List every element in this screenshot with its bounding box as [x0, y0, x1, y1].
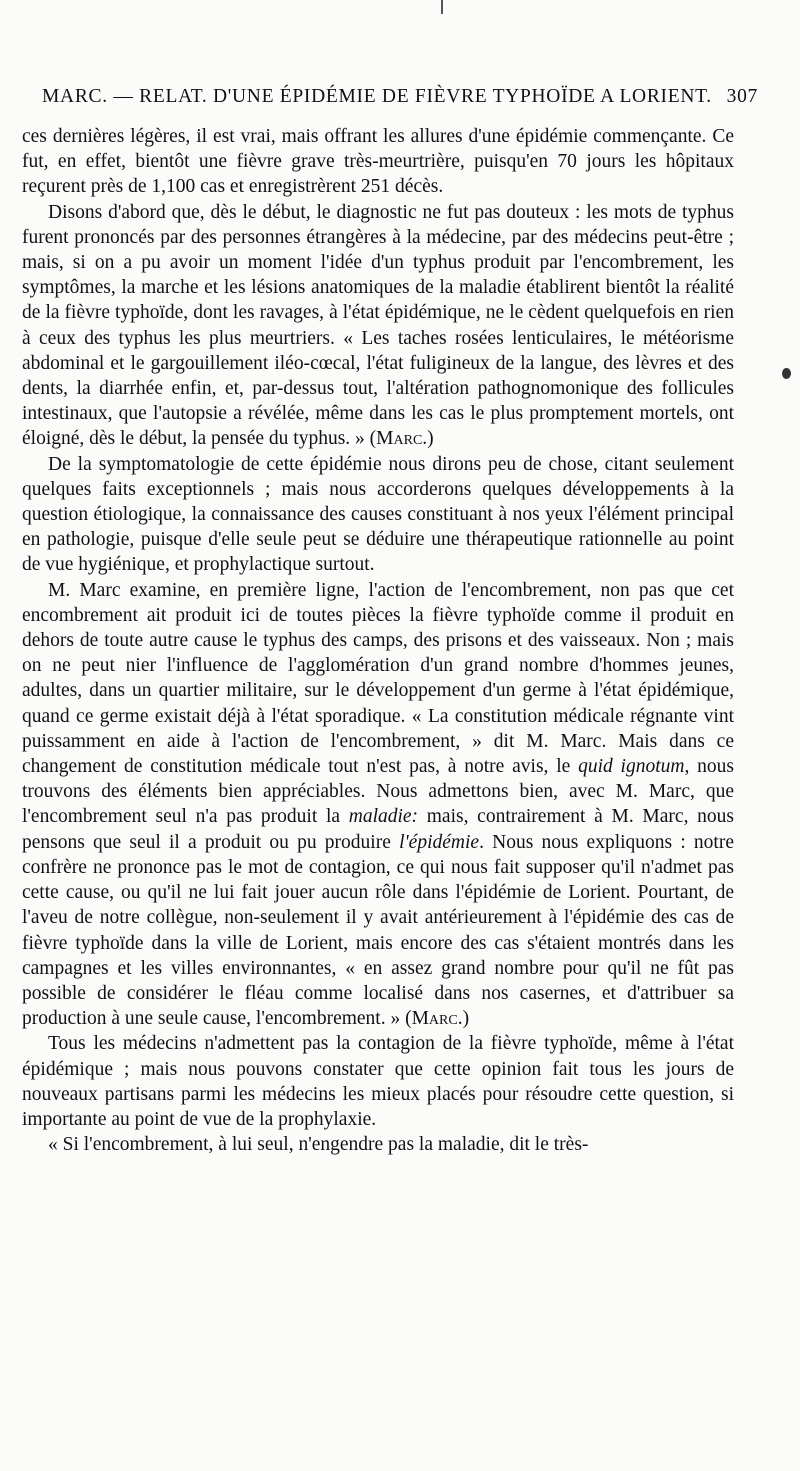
paragraph-1: ces dernières légères, il est vrai, mais offrant les allures d'une épidémie commençante. Ce fut, en effet, bientôt une fièvre grave très-meurtrière, puisqu'en 70 jours les hôpitaux reçurent près de 1,100 cas et enregistrèrent 251 décès. — [22, 126, 734, 198]
paragraph-5: Tous les médecins n'admettent pas la contagion de la fièvre typhoïde, même à l'état épidémique ; mais nous pouvons constater que cette opinion fait tous les jours de nouveaux partisans parmi les médecins les mieux placés pour résoudre cette question, si importante au point de vue de la prophylaxie. — [22, 1033, 734, 1130]
paragraph-2 — [22, 200, 734, 452]
running-header — [42, 86, 758, 116]
paragraph-4-c: mais, contrairement à M. Marc, nous pensons que seul il a produit ou pu produire — [22, 806, 734, 853]
paragraph-2-text: Disons d'abord que, dès le début, le diagnostic ne fut pas douteux : les mots de typhus furent prononcés par des personnes étrangères à la médecine, par des médecins peut-être ; mais, si on a pu avoir un moment l'idée d'un typhus produit par l'encombrement, les symptômes, la marche et les lésions anatomiques de la maladie établirent bientôt la réalité de la fièvre typhoïde, dont les ravages, à l'état épidémique, ne le cèdent quelquefois en rien à ceux des typhus les plus meurtriers. « Les taches rosées lenticulaires, le météorisme abdominal et le gargouillement iléo-cœcal, l'état fuligineux de la langue, des lèvres et des dents, la diarrhée enfin, et, par-dessus tout, l'altération pathognomonique des follicules intestinaux, que l'autopsie a révélée, même dans les cas le plus promptement mortels, ont éloigné, dès le début, la pensée du typhus. » ( — [22, 201, 734, 450]
paragraph-4 — [22, 578, 734, 1032]
author-citation: Marc — [376, 428, 423, 450]
page-body — [22, 124, 734, 1157]
paragraph-6: « Si l'encombrement, à lui seul, n'engendre pas la maladie, dit le très- — [48, 1134, 589, 1156]
page-number: 307 — [726, 86, 758, 107]
margin-mark — [441, 0, 443, 14]
ink-spot — [782, 368, 791, 379]
citation-close: .) — [457, 1008, 470, 1030]
paragraph-4-d: . Nous nous expliquons : notre confrère ne prononce pas le mot de contagion, ce qui nous fait supposer qu'il n'admet pas cette cause, ou qu'il ne lui fait jouer aucun rôle dans l'épidémie de Lorient. Pourtant, de l'aveu de notre collègue, non-seulement il y avait antérieurement à l'épidémie des cas de fièvre typhoïde dans la ville de Lorient, mais encore des cas s'étaient montrés dans les campagnes et les villes environnantes, « en assez grand nombre pour qu'il ne fût pas possible de considérer le fléau comme localisé dans nos casernes, et d'attribuer sa production à une seule cause, l'encombrement. » ( — [22, 831, 735, 1030]
paragraph-3: De la symptomatologie de cette épidémie nous dirons peu de chose, citant seulement quelques faits exceptionnels ; mais nous accorderons quelques développements à la question étiologique, la connaissance des causes constituant à nos yeux l'élément principal en pathologie, puisque d'elle seule peut se déduire une thérapeutique rationnelle au point de vue hygiénique, et prophylactique surtout. — [22, 453, 734, 576]
running-title: MARC. — RELAT. D'UNE ÉPIDÉMIE DE FIÈVRE TYPHOÏDE A LORIENT. — [42, 86, 712, 107]
author-citation: Marc — [411, 1008, 458, 1030]
epidemie-emphasis: l'épidémie — [399, 831, 480, 853]
paragraph-4-a: M. Marc examine, en première ligne, l'action de l'encombrement, non pas que cet encombrement ait produit ici de toutes pièces la fièvre typhoïde comme il produit en dehors de toute autre cause le typhus des camps, des prisons et des vaisseaux. Non ; mais on ne peut nier l'influence de l'agglomération d'un grand nombre d'hommes jeunes, adultes, dans un quartier militaire, sur le développement d'un germe à l'état épidémique, quand ce germe existait déjà à l'état sporadique. « La constitution médicale régnante vint puissamment en aide à l'action de l'encombrement, » dit M. Marc. Mais dans ce changement de constitution médicale tout n'est pas, à notre avis, le — [22, 579, 734, 778]
maladie-emphasis: maladie: — [348, 806, 419, 828]
paragraph-4-b: , nous trouvons des éléments bien appréciables. Nous admettons bien, avec M. Marc, que l'encombrement seul n'a pas produit la — [22, 756, 734, 828]
quid-ignotum: quid ignotum — [578, 756, 685, 778]
citation-close: .) — [422, 428, 434, 450]
